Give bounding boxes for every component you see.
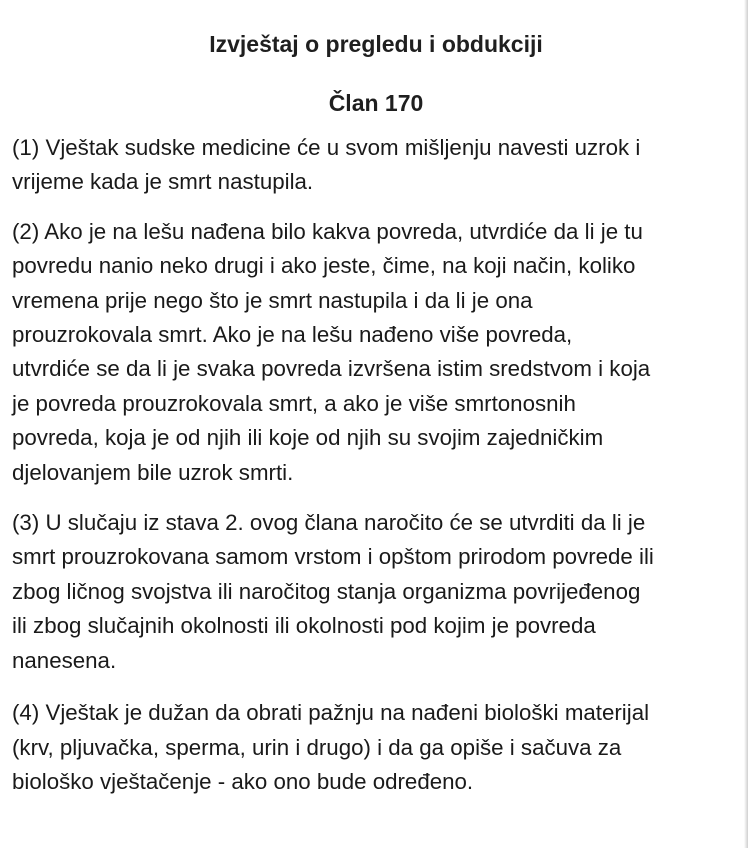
- paragraph-3: [12, 506, 740, 678]
- paragraph-line: (4) Vještak je dužan da obrati pažnju na nađeni biološki materijal: [12, 700, 650, 726]
- paragraph-2: [12, 215, 740, 490]
- page-edge-shadow: [744, 0, 748, 848]
- paragraph-line: vremena prije nego što je smrt nastupila i da li je ona: [12, 287, 533, 313]
- paragraph-line: povreda, koja je od njih ili koje od njih su svojim zajedničkim: [12, 425, 604, 451]
- paragraph-1: [12, 131, 740, 200]
- paragraph-line: povredu nanio neko drugi i ako jeste, čime, na koji način, koliko: [12, 253, 636, 279]
- paragraph-line: zbog ličnog svojstva ili naročitog stanja organizma povrijeđenog: [12, 578, 641, 604]
- paragraph-line: nanesena.: [12, 647, 117, 673]
- document-title: Izvještaj o pregledu i obdukciji: [209, 31, 543, 57]
- paragraph-line: utvrdiće se da li je svaka povreda izvršena istim sredstvom i koja: [12, 356, 651, 382]
- paragraph-line: (krv, pljuvačka, sperma, urin i drugo) i da ga opiše i sačuva za: [12, 734, 622, 760]
- paragraph-line: vrijeme kada je smrt nastupila.: [12, 169, 314, 195]
- article-heading: Član 170: [328, 90, 424, 116]
- document-body: [12, 0, 740, 799]
- paragraph-line: (3) U slučaju iz stava 2. ovog člana naročito će se utvrditi da li je: [12, 510, 646, 536]
- paragraph-line: djelovanjem bile uzrok smrti.: [12, 459, 294, 485]
- paragraph-line: biološko vještačenje - ako ono bude određeno.: [12, 768, 474, 794]
- paragraph-line: ili zbog slučajnih okolnosti ili okolnosti pod kojim je povreda: [12, 613, 596, 639]
- paragraph-4: [12, 696, 740, 799]
- paragraph-line: smrt prouzrokovana samom vrstom i opštom prirodom povrede ili: [12, 544, 654, 570]
- paragraph-line: (1) Vještak sudske medicine će u svom mišljenju navesti uzrok i: [12, 135, 641, 160]
- paragraph-line: je povreda prouzrokovala smrt, a ako je više smrtonosnih: [12, 390, 576, 416]
- paragraph-line: prouzrokovala smrt. Ako je na lešu nađeno više povreda,: [12, 322, 573, 348]
- paragraph-line: (2) Ako je na lešu nađena bilo kakva povreda, utvrdiće da li je tu: [12, 218, 643, 244]
